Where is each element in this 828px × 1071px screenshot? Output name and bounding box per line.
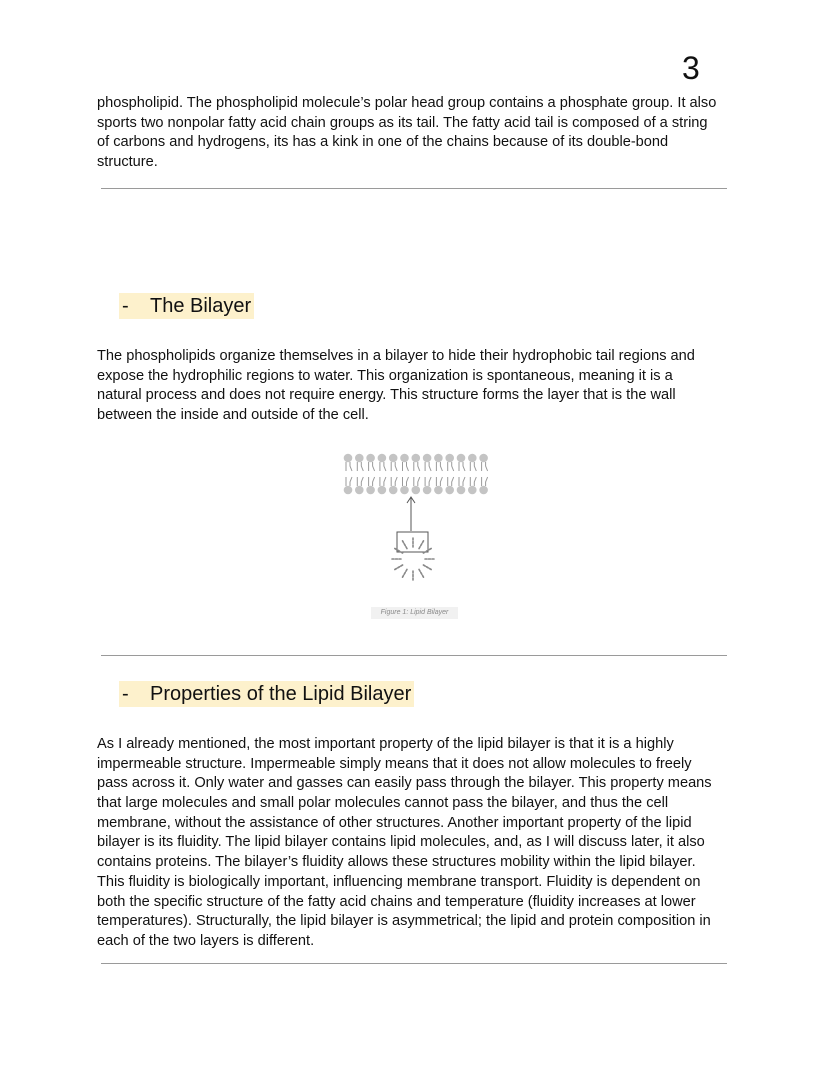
phospholipid-head — [423, 486, 432, 495]
phospholipid-head — [355, 454, 364, 463]
figure-caption: Figure 1: Lipid Bilayer — [371, 607, 458, 619]
fatty-acid-tail — [403, 477, 409, 486]
phospholipid-head — [434, 486, 443, 495]
phospholipid-head — [355, 486, 364, 495]
phospholipid-head — [412, 454, 421, 463]
phospholipid-head — [423, 454, 432, 463]
fatty-acid-tail — [448, 477, 454, 486]
divider — [101, 963, 727, 964]
divider — [101, 188, 727, 189]
fatty-acid-tail — [425, 462, 431, 471]
fatty-acid-tail — [459, 462, 465, 471]
fatty-acid-tail — [346, 477, 352, 486]
fatty-acid-tail — [403, 462, 409, 471]
phospholipid-head — [479, 454, 488, 463]
micelle-lipid — [402, 569, 407, 578]
text-line: temperatures). Structurally, the lipid bilayer is asymmetrical; the lipid and protein composition in — [97, 913, 711, 930]
text-line: contains proteins. The bilayer’s fluidity allows these structures mobility within the lipid bilayer. — [97, 854, 696, 871]
fatty-acid-tail — [470, 477, 476, 486]
fatty-acid-tail — [391, 462, 397, 471]
properties-paragraph — [97, 735, 712, 952]
phospholipid-head — [434, 454, 443, 463]
section-heading-properties — [119, 681, 414, 707]
fatty-acid-tail — [391, 477, 397, 486]
text-line: sports two nonpolar fatty acid chain groups as its tail. The fatty acid tail is composed of a string — [97, 114, 708, 131]
text-line: phospholipid. The phospholipid molecule’s polar head group contains a phosphate group. It also — [97, 95, 717, 111]
fatty-acid-tail — [425, 477, 431, 486]
text-line: of carbons and hydrogens, its has a kink in one of the chains because of its double-bond — [97, 134, 669, 151]
section-heading-bilayer — [119, 293, 254, 319]
phospholipid-head — [378, 486, 387, 495]
micelle-lipid — [402, 540, 407, 549]
phospholipid-head — [457, 486, 466, 495]
fatty-acid-tail — [357, 477, 363, 486]
bullet: - — [122, 295, 129, 317]
text-line: expose the hydrophilic regions to water. This organization is spontaneous, meaning it is a — [97, 367, 673, 384]
intro-paragraph — [97, 94, 716, 173]
heading-text: Properties of the Lipid Bilayer — [150, 683, 412, 705]
text-line: The phospholipids organize themselves in a bilayer to hide their hydrophobic tail regions and — [97, 348, 695, 364]
phospholipid-head — [344, 486, 353, 495]
phospholipid-head — [400, 486, 409, 495]
text-line: impermeable structure. Impermeable simply means that it does not allow molecules to freely — [97, 755, 692, 772]
lipid-bilayer-figure — [330, 445, 500, 605]
phospholipid-head — [468, 454, 477, 463]
text-line: membrane, without the assistance of other structures. Another important property of the lipid — [97, 814, 692, 831]
fatty-acid-tail — [470, 462, 476, 471]
phospholipid-head — [400, 454, 409, 463]
micelle-lipid — [419, 569, 424, 578]
fatty-acid-tail — [369, 462, 375, 471]
text-line: between the inside and outside of the cell. — [97, 407, 369, 424]
fatty-acid-tail — [414, 477, 420, 486]
phospholipid-head — [468, 486, 477, 495]
micelle-lipid — [419, 540, 424, 549]
phospholipid-head — [389, 454, 398, 463]
fatty-acid-tail — [380, 477, 386, 486]
fatty-acid-tail — [414, 462, 420, 471]
bullet: - — [122, 683, 129, 705]
heading-text: The Bilayer — [150, 295, 252, 317]
bilayer-diagram — [344, 454, 488, 495]
phospholipid-head — [366, 486, 375, 495]
text-line: each of the two layers is different. — [97, 932, 315, 949]
micelle-lipid — [423, 565, 432, 570]
fatty-acid-tail — [436, 477, 442, 486]
fatty-acid-tail — [482, 477, 488, 486]
phospholipid-head — [479, 486, 488, 495]
text-line: bilayer is its fluidity. The lipid bilayer contains lipid molecules, and, as I will discuss later, it also — [97, 834, 705, 851]
phospholipid-head — [445, 486, 454, 495]
fatty-acid-tail — [357, 462, 363, 471]
phospholipid-head — [457, 454, 466, 463]
page-number: 3 — [682, 50, 700, 86]
text-line: This fluidity is biologically important, influencing membrane transport. Fluidity is dependent on — [97, 873, 701, 890]
fatty-acid-tail — [380, 462, 386, 471]
text-line: pass across it. Only water and gasses can easily pass through the bilayer. This property means — [97, 775, 712, 792]
fatty-acid-tail — [448, 462, 454, 471]
phospholipid-head — [412, 486, 421, 495]
text-line: both the specific structure of the fatty acid chains and temperature (fluidity increases at lower — [97, 893, 696, 910]
bilayer-paragraph — [97, 347, 695, 426]
phospholipid-head — [378, 454, 387, 463]
text-line: structure. — [97, 154, 158, 171]
micelle-lipid — [394, 565, 403, 570]
text-line: natural process and does not require energy. This structure forms the layer that is the wall — [97, 387, 676, 404]
fatty-acid-tail — [436, 462, 442, 471]
text-line: As I already mentioned, the most important property of the lipid bilayer is that it is a highly — [97, 736, 674, 752]
fatty-acid-tail — [459, 477, 465, 486]
fatty-acid-tail — [346, 462, 352, 471]
phospholipid-head — [445, 454, 454, 463]
phospholipid-head — [344, 454, 353, 463]
text-line: that large molecules and small polar molecules cannot pass the bilayer, and thus the cell — [97, 795, 669, 812]
fatty-acid-tail — [369, 477, 375, 486]
fatty-acid-tail — [482, 462, 488, 471]
divider — [101, 655, 727, 656]
phospholipid-head — [389, 486, 398, 495]
phospholipid-head — [366, 454, 375, 463]
